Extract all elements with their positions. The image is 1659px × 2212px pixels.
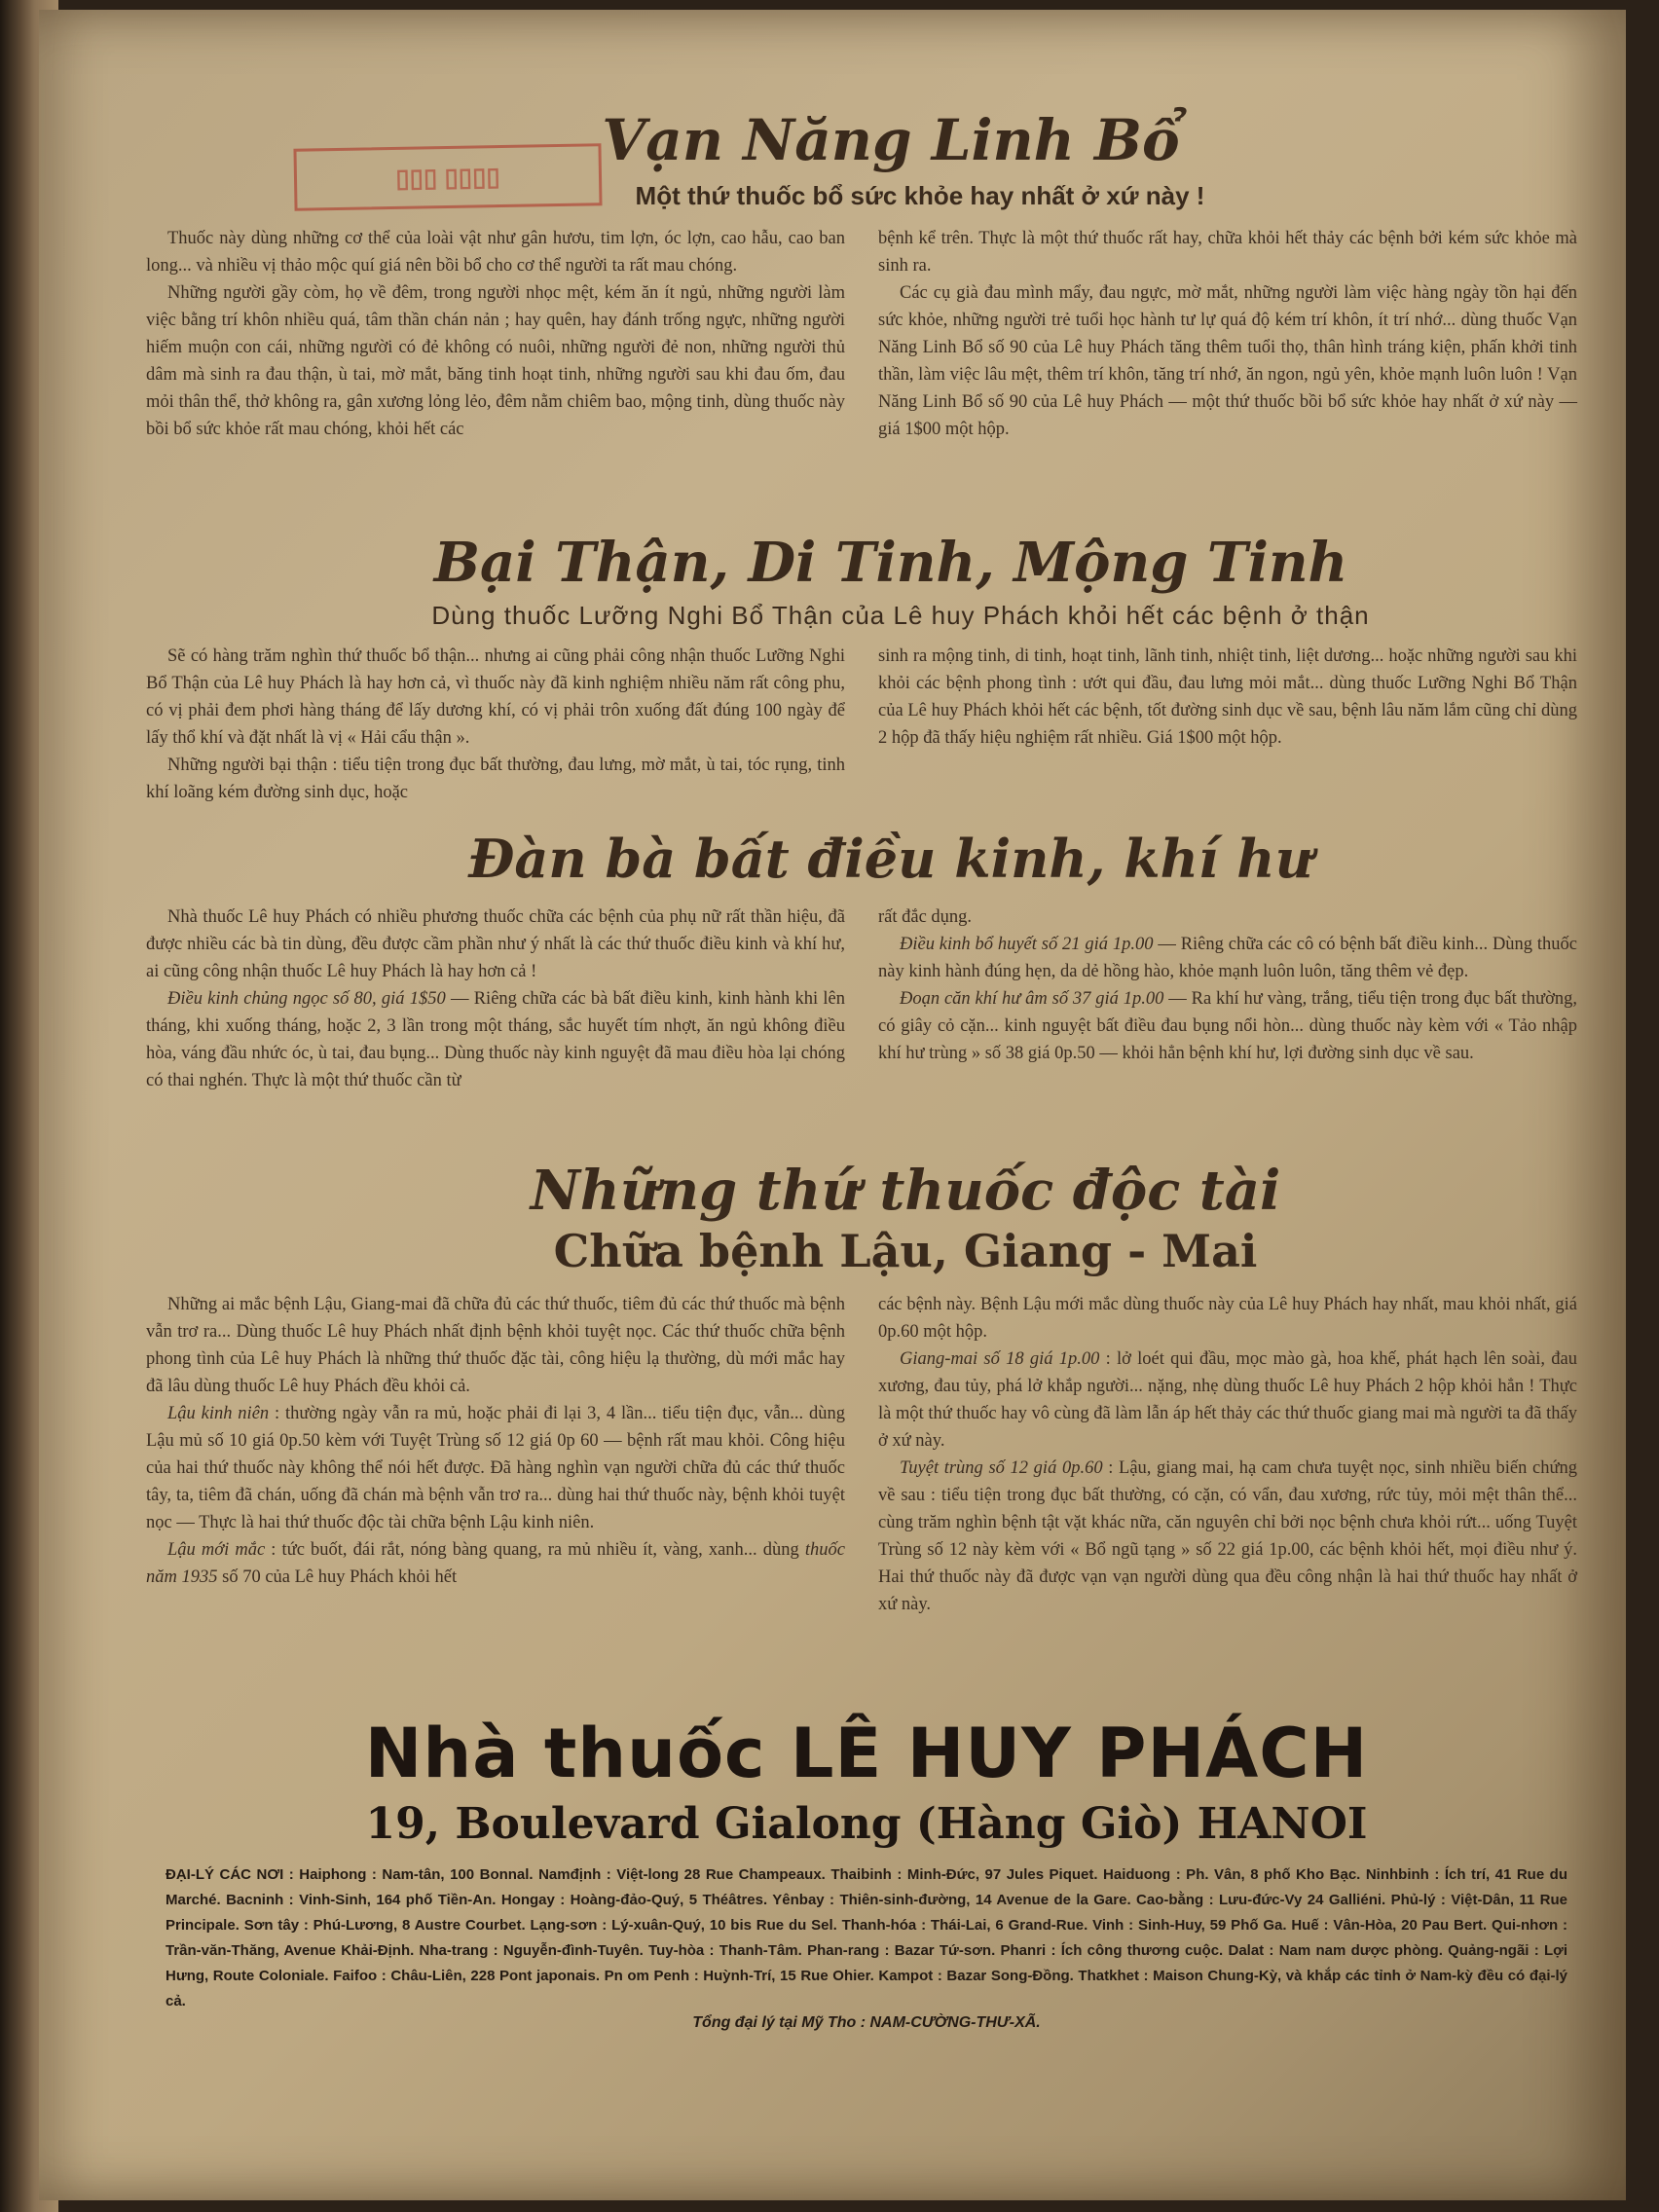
pharmacy-address: 19, Boulevard Gialong (Hàng Giò) HANOI xyxy=(365,1799,1368,1849)
section-subtitle: Dùng thuốc Lưỡng Nghi Bổ Thận của Lê huy Phách khỏi hết các bệnh ở thận xyxy=(431,601,1370,630)
section-lau-giang-mai xyxy=(146,1159,1577,1618)
paragraph: Những người gầy còm, họ về đêm, trong người nhọc mệt, kém ăn ít ngủ, những người làm việc bằng trí khôn nhiều quá, tâm thần chán nản ; hay quên, hay đánh trống ngực, những người hiếm muộn con cái, những người có đẻ không có nuôi, những người đẻ non, những người thủ dâm mà sinh ra đau thận, ù tai, mờ mắt, băng tinh hoạt tinh, những người sau khi đau ốm, đau mỏi thân thể, thở không ra, gân xương lỏng lẻo, đêm nằm chiêm bao, mộng tinh, dùng thuốc này bồi bổ sức khỏe rất mau chóng, khỏi hết các xyxy=(146,283,845,439)
left-column xyxy=(146,225,845,443)
section-title: Đàn bà bất điều kinh, khí hư xyxy=(468,828,1313,890)
product-name: Giang-mai số 18 giá 1p.00 xyxy=(900,1349,1100,1369)
product-paragraph xyxy=(146,1536,845,1591)
two-column-text xyxy=(146,225,1577,443)
paragraph: sinh ra mộng tinh, di tinh, hoạt tinh, lãnh tinh, nhiệt tinh, liệt dương... hoặc những người sau khi khỏi các bệnh phong tình : ướt qui đầu, đau lưng mỏi mắt... dùng thuốc Lưỡng Nghi Bổ Thận của Lê huy Phách khỏi hết các bệnh, tốt đường sinh dục về sau, bệnh lâu năm lắm cũng chỉ dùng 2 hộp đã thấy hiệu nghiệm rất nhiều. Giá 1$00 một hộp. xyxy=(878,646,1577,748)
product-description: : thường ngày vẫn ra mủ, hoặc phải đi lại 3, 4 lần... tiểu tiện đục, vẫn... dùng Lậu mủ số 10 giá 0p.50 kèm với Tuyệt Trùng số 12 giá 0p 60 — bệnh rất mau khỏi. Công hiệu của hai thứ thuốc này không thể nói hết được. Đã hàng nghìn vạn người chữa đủ các thứ thuốc tây, ta, tiêm đã chán, uống đã chán mà bệnh vẫn trơ ra... dùng hai thứ thuốc này, bệnh khỏi tuyệt nọc — Thực là hai thứ thuốc độc tài chữa bệnh Lậu kinh niên. xyxy=(146,1404,845,1532)
product-description: : lở loét qui đầu, mọc mào gà, hoa khế, phát hạch lên soài, đau xương, đau tủy, phá lở khắp người... nặng, nhẹ dùng thuốc Lê huy Phách 2 hộp khỏi hẳn ! Thực là một thứ thuốc hay vô cùng đã làm lẫn áp hết thảy các thứ thuốc giang mai mà người ta đã thấy ở xứ này. xyxy=(878,1349,1577,1451)
section-title: Bại Thận, Di Tinh, Mộng Tinh xyxy=(433,531,1348,595)
product-paragraph xyxy=(146,985,845,1094)
product-paragraph xyxy=(878,931,1577,985)
two-column-text xyxy=(146,643,1577,806)
paragraph: Các cụ già đau mình mẩy, đau ngực, mờ mắt, những người làm việc hàng ngày tồn hại đến sức khỏe, những người trẻ tuổi học hành tư lự quá độ kém trí khôn, ít trí nhớ... dùng thuốc Vạn Năng Linh Bổ số 90 của Lê huy Phách tăng thêm tuổi thọ, thân hình tráng kiện, phấn khởi tinh thần, làm việc lâu mệt, thêm trí khôn, tăng trí nhớ, ăn ngon, ngủ yên, khỏe mạnh luôn luôn ! Vạn Năng Linh Bổ số 90 của Lê huy Phách — một thứ thuốc bồi bổ sức khỏe hay nhất ở xứ này — giá 1$00 một hộp. xyxy=(878,283,1577,439)
product-name: Đoạn căn khí hư âm số 37 giá 1p.00 xyxy=(900,989,1164,1009)
paragraph: Những người bại thận : tiểu tiện trong đục bất thường, đau lưng, mờ mắt, ù tai, tóc rụng, tinh khí loãng kém đường sinh dục, hoặc xyxy=(146,756,845,802)
product-description: — Riêng chữa các cô có bệnh bất điều kinh... Dùng thuốc này kinh hành đúng hẹn, da dẻ hồng hào, khỏe mạnh luôn luôn, tăng thêm vẻ đẹp. xyxy=(878,935,1577,981)
two-column-text xyxy=(146,1291,1577,1618)
product-name: Điều kinh bổ huyết số 21 giá 1p.00 xyxy=(900,935,1154,954)
right-column xyxy=(878,903,1577,1094)
product-paragraph xyxy=(878,1346,1577,1455)
product-emphasis: thuốc năm 1935 xyxy=(146,1540,846,1587)
pharmacy-footer xyxy=(166,1714,1567,2032)
left-column xyxy=(146,1291,845,1618)
paragraph: Nhà thuốc Lê huy Phách có nhiều phương thuốc chữa các bệnh của phụ nữ rất thần hiệu, đã được nhiều các bà tin dùng, đều được cầm phần như ý nhất là các thứ thuốc điều kinh và khí hư, ai cũng công nhận thuốc Lê huy Phách là hay hơn cả ! xyxy=(146,907,845,981)
section-van-nang-linh-bo xyxy=(146,107,1577,443)
product-name: Điều kinh chủng ngọc số 80, giá 1$50 xyxy=(167,989,446,1009)
right-column xyxy=(878,643,1577,806)
product-description: : Lậu, giang mai, hạ cam chưa tuyệt nọc, sinh nhiều biến chứng về sau : tiểu tiện trong đục bất thường, có cặn, có vẩn, đau xương, rức tủy, mỏi mệt thân thể... cùng trăm nghìn bệnh tật vặt khác nữa, căn nguyên chỉ bởi nọc bệnh chưa khỏi rứt... uống Tuyệt Trùng số 12 này kèm với « Bổ ngũ tạng » số 22 giá 1p.00, các bệnh khỏi hết, mọi điều như ý. Hai thứ thuốc này đã được vạn vạn người dùng qua đều công nhận là hai thứ thuốc hay nhất ở xứ này. xyxy=(878,1458,1577,1614)
product-name: Tuyệt trùng số 12 giá 0p.60 xyxy=(900,1458,1103,1478)
paragraph: Sẽ có hàng trăm nghìn thứ thuốc bổ thận... nhưng ai cũng phải công nhận thuốc Lưỡng Nghi Bổ Thận của Lê huy Phách là hay hơn cả, vì thuốc này đã kinh nghiệm nhiều năm rất công phu, có vị phải đem phơi hàng tháng để lấy dương khí, có vị phải trôn xuống đất đúng 100 ngày để lấy thổ khí và đặt nhất là vị « Hải cẩu thận ». xyxy=(146,646,845,748)
section-title: Vạn Năng Linh Bổ xyxy=(602,107,1180,173)
left-column xyxy=(146,643,845,806)
product-paragraph xyxy=(878,1455,1577,1618)
paragraph: bệnh kể trên. Thực là một thứ thuốc rất hay, chữa khỏi hết thảy các bệnh bởi kém sức khỏe mà sinh ra. xyxy=(878,229,1577,276)
section-subtitle: Một thứ thuốc bổ sức khỏe hay nhất ở xứ này ! xyxy=(635,181,1205,210)
general-agent: Tổng đại lý tại Mỹ Tho : NAM-CƯỜNG-THƯ-XÃ. xyxy=(692,2014,1041,2031)
paragraph: rất đắc dụng. xyxy=(878,907,973,927)
right-column xyxy=(878,225,1577,443)
product-description: — Ra khí hư vàng, trắng, tiểu tiện trong đục bất thường, có giây cỏ cặn... kinh nguyệt bất điều đau bụng nổi hòn... dùng thuốc này kèm với « Tảo nhập khí hư trùng » số 38 giá 0p.50 — khỏi hẳn bệnh khí hư, lợi đường sinh dục về sau. xyxy=(878,989,1577,1063)
section-title: Những thứ thuốc độc tài xyxy=(530,1159,1281,1223)
section-bai-than xyxy=(146,531,1577,806)
section-subtitle: Chữa bệnh Lậu, Giang - Mai xyxy=(553,1225,1258,1277)
product-description: : tức buốt, đái rắt, nóng bàng quang, ra mủ nhiều ít, vàng, xanh... dùng xyxy=(265,1540,805,1560)
pharmacy-name: Nhà thuốc LÊ HUY PHÁCH xyxy=(364,1714,1369,1793)
paragraph: các bệnh này. Bệnh Lậu mới mắc dùng thuốc này của Lê huy Phách hay nhất, mau khỏi nhất, giá 0p.60 một hộp. xyxy=(878,1295,1577,1342)
left-column xyxy=(146,903,845,1094)
paragraph: Thuốc này dùng những cơ thể của loài vật như gân hươu, tim lợn, óc lợn, cao hẫu, cao ban long... và nhiều vị thảo mộc quí giá nên bồi bổ cho cơ thể người ta rất mau chóng. xyxy=(146,229,845,276)
two-column-text xyxy=(146,903,1577,1094)
paragraph: Những ai mắc bệnh Lậu, Giang-mai đã chữa đủ các thứ thuốc, tiêm đủ các thứ thuốc mà bệnh vẫn trơ ra... Dùng thuốc Lê huy Phách nhất định bệnh khỏi tuyệt nọc. Các thứ thuốc chữa bệnh phong tình của Lê huy Phách là những thứ thuốc đặc tài, công hiệu lạ thường, dù mới mắc hay đã lâu dùng thuốc Lê huy Phách đều khỏi cả. xyxy=(146,1295,845,1396)
product-paragraph xyxy=(878,985,1577,1067)
product-name: Lậu kinh niên xyxy=(167,1404,270,1423)
product-description: — Riêng chữa các bà bất điều kinh, kinh hành khi lên tháng, khi xuống tháng, hoặc 2, 3 lần trong một tháng, sắc huyết tím nhợt, ăn ngủ không điều hòa, váng đầu nhức óc, ù tai, đau bụng... Dùng thuốc này kinh nguyệt đã mau điều hòa lại chóng có thai nghén. Thực là một thứ thuốc cần từ xyxy=(146,989,845,1090)
product-paragraph xyxy=(146,1400,845,1536)
product-name: Lậu mới mắc xyxy=(167,1540,266,1560)
agents-list: ĐẠI-LÝ CÁC NƠI : Haiphong : Nam-tân, 100 Bonnal. Namđịnh : Việt-long 28 Rue Champeaux. Thaibinh : Minh-Đức, 97 Jules Piquet. Haiduong : Ph. Vân, 8 phố Kho Bạc. Ninhbinh : Ích trí, 41 Rue du Marché. Bacninh : Vinh-Sinh, 164 phố Tiền-An. Hongay : Hoàng-đảo-Quý, 5 Théâtres. Yênbay : Thiên-sinh-đường, 14 Avenue de la Gare. Cao-bằng : Lưu-đức-Vy 24 Galliéni. Phủ-lý : Việt-Dân, 11 Rue Principale. Sơn tây : Phú-Lương, 8 Austre Courbet. Lạng-sơn : Lý-xuân-Quý, 10 bis Rue du Sel. Thanh-hóa : Thái-Lai, 6 Grand-Rue. Vinh : Sinh-Huy, 59 Phố Ga. Huế : Vân-Hòa, 20 Pau Bert. Qui-nhơn : Trần-văn-Thăng, Avenue Khải-Định. Nha-trang : Nguyễn-đình-Tuyên. Tuy-hòa : Thanh-Tâm. Phan-rang : Bazar Tứ-sơn. Phanri : Ích công thương cuộc. Dalat : Nam nam dược phòng. Quảng-ngãi : Lợi Hưng, Route Coloniale. Faifoo : Châu-Liên, 228 Pont japonais. Pn om Penh : Huỳnh-Trí, 15 Rue Ohier. Kampot : Bazar Song-Đồng. Thatkhet : Maison Chung-Kỳ, và khắp các tỉnh ở Nam-kỳ đều có đại-lý cả. xyxy=(166,1866,1567,2009)
product-description-tail: số 70 của Lê huy Phách khỏi hết xyxy=(217,1567,458,1587)
section-dan-ba xyxy=(146,828,1577,1094)
right-column xyxy=(878,1291,1577,1618)
library-stamp: ▯▯▯ ▯▯▯▯ xyxy=(293,143,602,211)
